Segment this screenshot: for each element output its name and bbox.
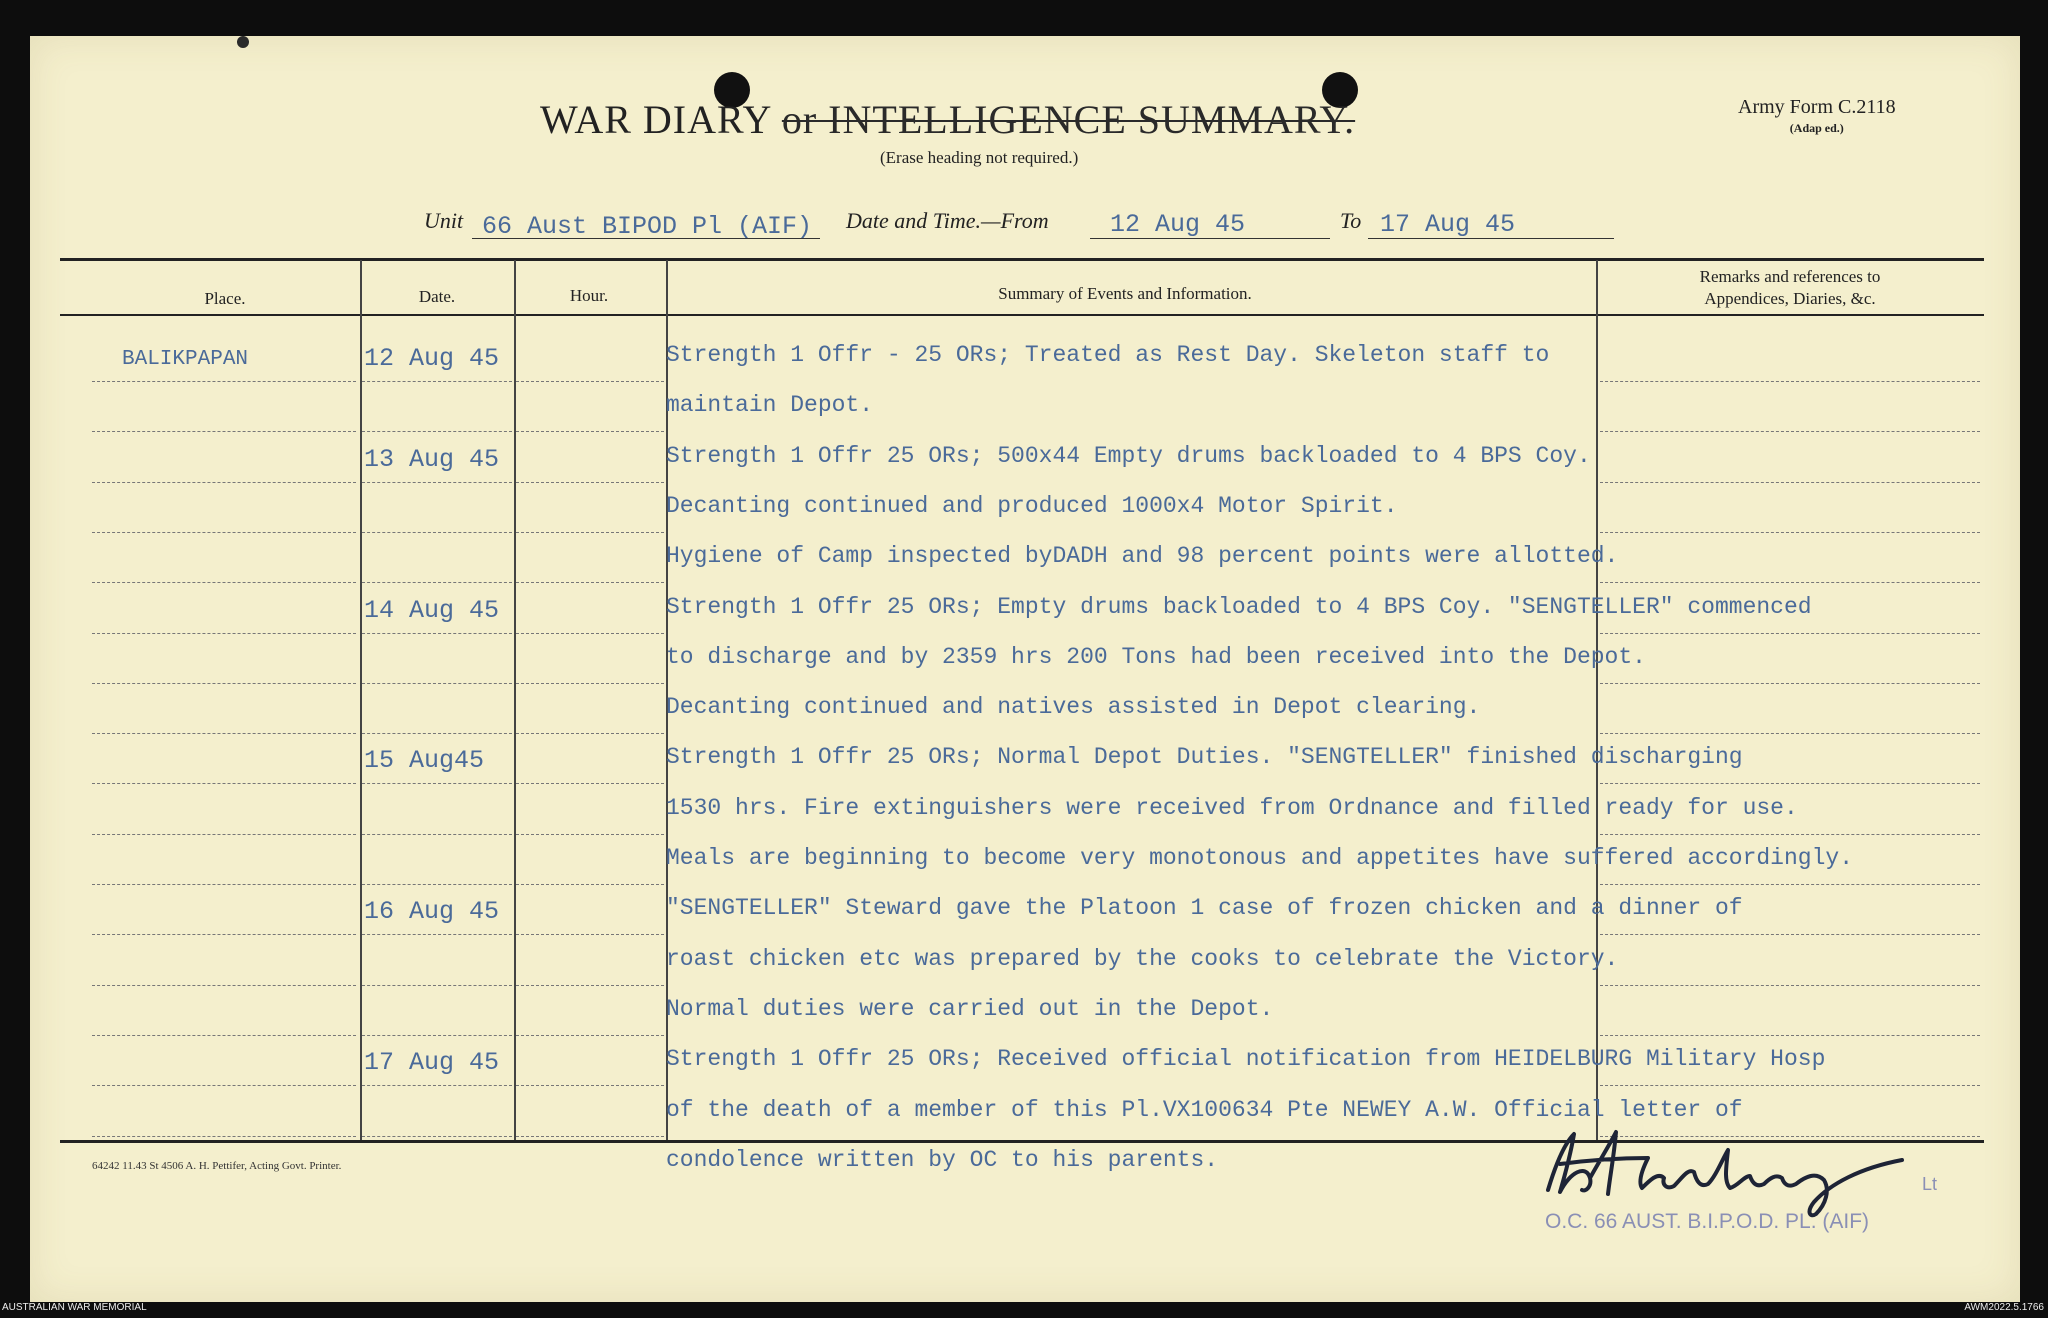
remarks-header-line-1: Remarks and references to — [1699, 267, 1881, 286]
ruled-line — [362, 884, 512, 885]
entry-date: 12 Aug 45 — [364, 344, 500, 373]
ruled-line — [1600, 633, 1980, 634]
ruled-line — [1600, 1085, 1980, 1086]
ruled-line — [92, 532, 356, 533]
entry-place: BALIKPAPAN — [122, 348, 249, 371]
title-struck: or INTELLIGENCE SUMMARY. — [781, 97, 1356, 142]
entry-text: Strength 1 Offr - 25 ORs; Treated as Rest Day. Skeleton staff to — [666, 342, 1550, 368]
ruled-line — [362, 683, 512, 684]
ruled-line — [92, 834, 356, 835]
ruled-line — [362, 582, 512, 583]
ruled-line — [516, 431, 664, 432]
entry-text: Strength 1 Offr 25 ORs; 500x44 Empty drums backloaded to 4 BPS Coy. — [666, 442, 1591, 469]
footer-left: AUSTRALIAN WAR MEMORIAL — [2, 1302, 147, 1313]
ruled-line — [92, 1136, 356, 1137]
ruled-line — [362, 1035, 512, 1036]
to-label: To — [1340, 208, 1362, 233]
army-form-label: Army Form C.2118 — [1738, 96, 1896, 118]
ruled-line — [1600, 431, 1980, 432]
ruled-line — [516, 985, 664, 986]
entry-text: Strength 1 Offr 25 ORs; Received official notification from HEIDELBURG Military Hosp — [666, 1046, 1826, 1073]
ruled-line — [362, 783, 512, 784]
ruled-line — [92, 884, 356, 885]
entry-text: Meals are beginning to become very monotonous and appetites have suffered accordingly. — [666, 845, 1853, 871]
from-value: 12 Aug 45 — [1110, 210, 1246, 239]
entry-date: 13 Aug 45 — [364, 444, 500, 474]
entry-text: Decanting continued and natives assisted in Depot clearing. — [666, 694, 1481, 721]
ruled-line — [1600, 582, 1980, 583]
ruled-line — [92, 582, 356, 583]
ruled-line — [362, 633, 512, 634]
ruled-line — [516, 633, 664, 634]
ruled-line — [362, 733, 512, 734]
handwritten-signature — [1530, 1120, 1920, 1220]
ruled-line — [362, 934, 512, 935]
ruled-line — [516, 934, 664, 935]
entry-date: 14 Aug 45 — [364, 595, 500, 625]
ruled-line — [92, 733, 356, 734]
ruled-line — [516, 783, 664, 784]
erase-note: (Erase heading not required.) — [880, 148, 1079, 167]
ruled-line — [516, 1136, 664, 1137]
entry-text: "SENGTELLER" Steward gave the Platoon 1 case of frozen chicken and a dinner of — [666, 895, 1743, 922]
ruled-line — [362, 834, 512, 835]
page-title — [540, 96, 1355, 143]
to-value: 17 Aug 45 — [1380, 210, 1516, 239]
ruled-line — [92, 1035, 356, 1036]
entry-date: 15 Aug45 — [364, 746, 485, 776]
ruled-line — [92, 431, 356, 432]
ruled-line — [516, 733, 664, 734]
datetime-label: Date and Time.—From — [846, 208, 1049, 233]
entry-text: of the death of a member of this Pl.VX100634 Pte NEWEY A.W. Official letter of — [666, 1096, 1743, 1123]
column-divider-place — [360, 260, 362, 1140]
entry-text: Strength 1 Offr 25 ORs; Normal Depot Duties. "SENGTELLER" finished discharging — [666, 744, 1743, 771]
column-divider-date — [514, 260, 516, 1140]
ruled-line — [92, 934, 356, 935]
ruled-line — [516, 582, 664, 583]
ruled-line — [1600, 985, 1980, 986]
entry-text: Decanting continued and produced 1000x4 Motor Spirit. — [666, 492, 1398, 519]
ruled-line — [92, 381, 356, 382]
ruled-line — [516, 884, 664, 885]
entry-text: roast chicken etc was prepared by the cooks to celebrate the Victory. — [666, 945, 1619, 972]
ruled-line — [362, 431, 512, 432]
ruled-line — [362, 1085, 512, 1086]
ruled-line — [1600, 683, 1980, 684]
ruled-line — [92, 783, 356, 784]
entry-text: maintain Depot. — [666, 392, 874, 419]
unit-label: Unit — [424, 208, 464, 233]
oc-stamp: O.C. 66 AUST. B.I.P.O.D. PL. (AIF) — [1545, 1210, 1870, 1233]
column-header-hour: Hour. — [569, 286, 609, 305]
entry-text: Hygiene of Camp inspected byDADH and 98 percent points were allotted. — [666, 543, 1619, 570]
ruled-line — [92, 1085, 356, 1086]
ruled-line — [362, 985, 512, 986]
ruled-line — [1600, 733, 1980, 734]
ruled-line — [92, 683, 356, 684]
column-header-remarks — [1600, 266, 1980, 310]
ruled-line — [1600, 834, 1980, 835]
entry-text: Normal duties were carried out in the Depot. — [666, 995, 1274, 1022]
ruled-line — [516, 1085, 664, 1086]
ruled-line — [1600, 482, 1980, 483]
ruled-line — [92, 482, 356, 483]
unit-value: 66 Aust BIPOD Pl (AIF) — [482, 212, 813, 241]
ruled-line — [92, 985, 356, 986]
ruled-line — [1600, 783, 1980, 784]
ruled-line — [362, 532, 512, 533]
punch-dot — [237, 36, 249, 48]
ruled-line — [516, 532, 664, 533]
ruled-line — [516, 482, 664, 483]
entry-text: 1530 hrs. Fire extinguishers were received from Ordnance and filled ready for use. — [666, 794, 1798, 821]
printer-imprint: 64242 11.43 St 4506 A. H. Pettifer, Acting Govt. Printer. — [92, 1160, 342, 1172]
entry-date: 17 Aug 45 — [364, 1048, 500, 1078]
footer-right: AWM2022.5.1766 — [1964, 1302, 2044, 1313]
ruled-line — [1600, 934, 1980, 935]
entry-text: condolence written by OC to his parents. — [666, 1146, 1219, 1173]
remarks-header-line-2: Appendices, Diaries, &c. — [1704, 289, 1876, 308]
entry-text: Strength 1 Offr 25 ORs; Empty drums backloaded to 4 BPS Coy. "SENGTELLER" commenced — [666, 593, 1812, 620]
ruled-line — [1600, 381, 1980, 382]
column-divider-summary — [1596, 260, 1598, 1140]
column-header-summary: Summary of Events and Information. — [998, 284, 1252, 303]
ruled-line — [362, 1136, 512, 1137]
entry-date: 16 Aug 45 — [364, 897, 500, 927]
ruled-line — [92, 633, 356, 634]
table-top-rule — [60, 258, 1984, 261]
column-header-date: Date. — [418, 287, 456, 306]
column-header-place: Place. — [204, 289, 246, 308]
ruled-line — [1600, 532, 1980, 533]
army-form-number — [1738, 96, 1896, 136]
signature-rank: Lt — [1922, 1174, 1938, 1194]
ruled-line — [1600, 884, 1980, 885]
army-form-sub: (Adap ed.) — [1789, 121, 1844, 135]
ruled-line — [516, 834, 664, 835]
ruled-line — [516, 381, 664, 382]
entry-text: to discharge and by 2359 hrs 200 Tons had been received into the Depot. — [666, 643, 1646, 670]
title-plain: WAR DIARY — [540, 97, 782, 142]
table-header-rule — [60, 314, 1984, 316]
ruled-line — [362, 482, 512, 483]
ruled-line — [516, 683, 664, 684]
ruled-line — [362, 381, 512, 382]
ruled-line — [1600, 1035, 1980, 1036]
ruled-line — [516, 1035, 664, 1036]
